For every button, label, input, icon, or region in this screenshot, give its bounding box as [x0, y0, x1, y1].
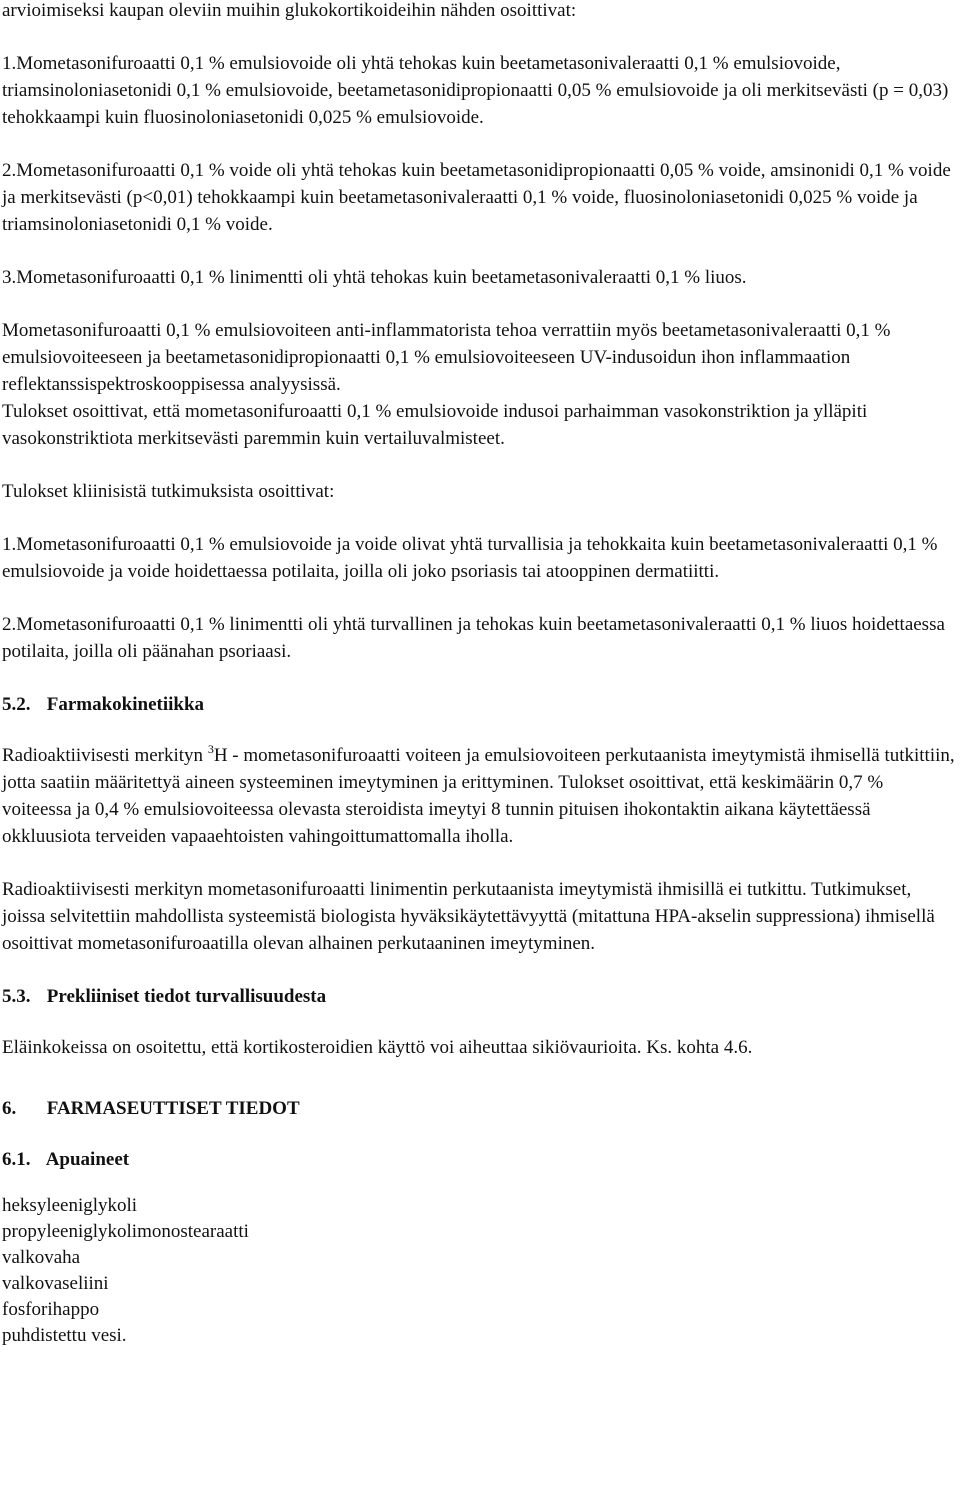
section-number: 5.3. [2, 986, 31, 1007]
list-item: fosforihappo [2, 1299, 100, 1320]
pk-text-start: Radioaktiivisesti merkityn [2, 745, 208, 766]
section-6-heading [2, 1095, 955, 1122]
pk-paragraph-1 [2, 742, 955, 850]
document-page [2, 0, 955, 1349]
pk-text-rest: H - mometasonifuroaatti voiteen ja emulsiovoiteen perkutaanista imeytymistä ihmisellä tutkittiin, jotta saatiin määritettyä aineen systeeminen imeytyminen ja erittyminen. Tulokset osoittivat, että keskimäärin 0,7 % voiteessa ja 0,4 % emulsiovoiteessa olevasta steroidista imeytyi 8 tunnin pituisen ihokontaktin aikana käytettäessä okkluusiota terveiden vapaaehtoisten vahingoittumattomalla iholla. [2, 745, 955, 847]
section-title: Apuaineet [45, 1149, 130, 1170]
section-title: Farmakokinetiikka [46, 694, 205, 715]
list-item: valkovaha [2, 1247, 81, 1268]
clinical-item-2: 2.Mometasonifuroaatti 0,1 % linimentti oli yhtä turvallinen ja tehokas kuin beetametasonivaleraatti 0,1 % liuos hoidettaessa potilaita, joilla oli päänahan psoriaasi. [2, 614, 945, 662]
efficacy-item-2: 2.Mometasonifuroaatti 0,1 % voide oli yhtä tehokas kuin beetametasonidipropionaatti 0,05 % voide, amsinonidi 0,1 % voide ja merkitsevästi (p<0,01) tehokkaampi kuin beetametasonivaleraatti 0,1 % voide, fluosinoloniasetonidi 0,025 % voide ja triamsinoloniasetonidi 0,1 % voide. [2, 160, 951, 235]
clinical-intro: Tulokset kliinisistä tutkimuksista osoittivat: [2, 481, 335, 502]
isotope-superscript: 3 [207, 742, 214, 756]
efficacy-item-3: 3.Mometasonifuroaatti 0,1 % linimentti oli yhtä tehokas kuin beetametasonivaleraatti 0,1 % liuos. [2, 267, 747, 288]
section-6-1-heading [2, 1146, 955, 1173]
section-number: 5.2. [2, 694, 31, 715]
section-title: Prekliiniset tiedot turvallisuudesta [46, 986, 327, 1007]
pk-paragraph-2: Radioaktiivisesti merkityn mometasonifuroaatti linimentin perkutaanista imeytymistä ihmisillä ei tutkittu. Tutkimukset, joissa selvitettiin mahdollista systeemistä biologista hyväksikäytettävyyttä (mitattuna HPA-akselin suppressiona) ihmisellä osoittivat mometasonifuroaatilla olevan alhainen perkutaaninen imeytyminen. [2, 879, 935, 954]
list-item: heksyleeniglykoli [2, 1195, 138, 1216]
efficacy-item-1: 1.Mometasonifuroaatti 0,1 % emulsiovoide oli yhtä tehokas kuin beetametasonivaleraatti 0,1 % emulsiovoide, triamsinoloniasetonidi 0,1 % emulsiovoide, beetametasonidipropionaatti 0,05 % emulsiovoide ja oli merkitsevästi (p = 0,03) tehokkaampi kuin fluosinoloniasetonidi 0,025 % emulsiovoide. [2, 53, 949, 128]
clinical-item-1: 1.Mometasonifuroaatti 0,1 % emulsiovoide ja voide olivat yhtä turvallisia ja tehokkaita kuin beetametasonivaleraatti 0,1 % emulsiovoide ja voide hoidettaessa potilaita, joilla oli joko psoriasis tai atooppinen dermatiitti. [2, 534, 938, 582]
list-item: propyleeniglykolimonostearaatti [2, 1221, 249, 1242]
list-item: puhdistettu vesi. [2, 1325, 127, 1346]
list-item: valkovaseliini [2, 1273, 109, 1294]
section-5-2-heading [2, 691, 955, 718]
section-number: 6. [2, 1098, 17, 1119]
intro-line: arvioimiseksi kaupan oleviin muihin glukokortikoideihin nähden osoittivat: [2, 0, 577, 21]
anti-inflammatory-paragraph: Mometasonifuroaatti 0,1 % emulsiovoiteen anti-inflammatorista tehoa verrattiin myös beetametasonivaleraatti 0,1 % emulsiovoiteeseen ja beetametasonidipropionaatti 0,1 % emulsiovoiteeseen UV-indusoidun ihon inflammaation reflektanssispektroskooppisessa analyysissä. [2, 320, 891, 395]
vasoconstriction-paragraph: Tulokset osoittivat, että mometasonifuroaatti 0,1 % emulsiovoide indusoi parhaimman vasokonstriktion ja ylläpiti vasokonstriktiota merkitsevästi paremmin kuin vertailuvalmisteet. [2, 401, 868, 449]
section-5-3-heading [2, 983, 955, 1010]
section-title: FARMASEUTTISET TIEDOT [46, 1098, 300, 1119]
section-number: 6.1. [2, 1149, 31, 1170]
preclinical-paragraph: Eläinkokeissa on osoitettu, että kortikosteroidien käyttö voi aiheuttaa sikiövaurioita. Ks. kohta 4.6. [2, 1037, 753, 1058]
excipient-list [2, 1193, 955, 1349]
